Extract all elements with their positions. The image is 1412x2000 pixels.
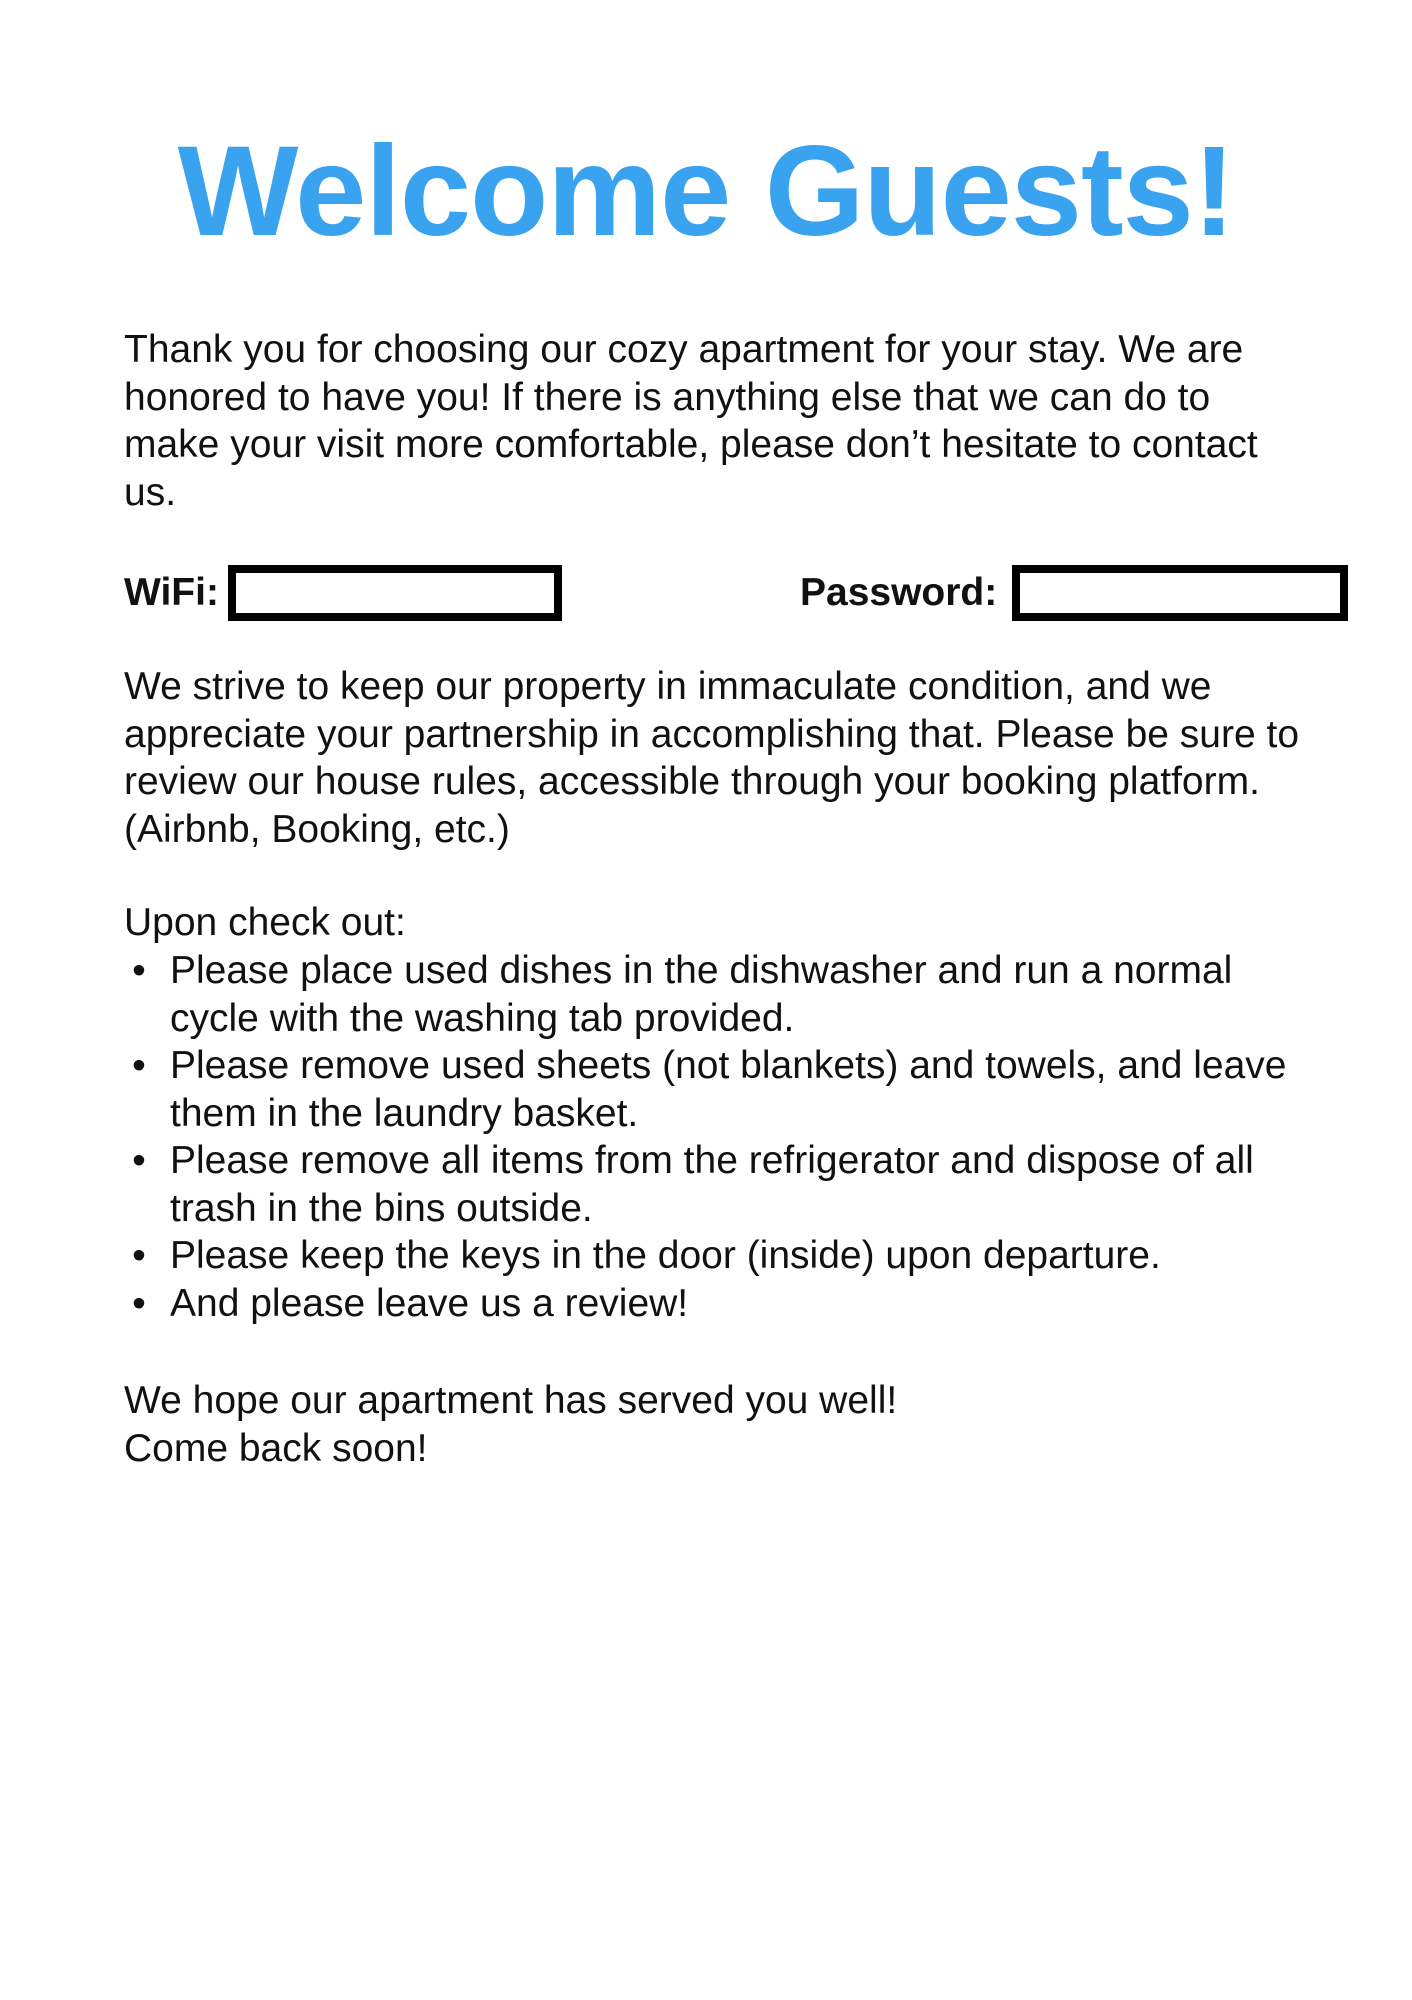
checkout-item-text: And please leave us a review! — [170, 1281, 689, 1325]
closing-line-2: Come back soon! — [124, 1426, 428, 1470]
wifi-label: WiFi: — [124, 571, 219, 614]
list-item — [124, 1232, 1324, 1280]
closing-message — [124, 1377, 1304, 1472]
list-item — [124, 1137, 1324, 1232]
password-redacted-box — [1012, 565, 1348, 621]
house-rules-paragraph: We strive to keep our property in immaculate condition, and we appreciate your partnership in accomplishing that. Please be sure to review our house rules, accessible through your booking platform. (Airbnb, Booking, etc.) — [124, 665, 1300, 851]
page-title: Welcome Guests! — [177, 120, 1235, 263]
password-label: Password: — [800, 571, 998, 614]
closing-line-1: We hope our apartment has served you well! — [124, 1379, 898, 1422]
checkout-list — [124, 947, 1324, 1327]
list-item — [124, 1280, 1324, 1328]
checkout-item-text: Please keep the keys in the door (inside) upon departure. — [170, 1234, 1161, 1277]
bullet-icon: • — [132, 1281, 146, 1325]
checkout-item-text: Please remove used sheets (not blankets) and towels, and leave them in the laundry basket. — [170, 1044, 1287, 1135]
checkout-heading: Upon check out: — [124, 901, 406, 944]
checkout-item-text: Please remove all items from the refrigerator and dispose of all trash in the bins outside. — [170, 1139, 1254, 1230]
bullet-icon: • — [132, 1044, 146, 1087]
list-item — [124, 1042, 1324, 1137]
checkout-item-text: Please place used dishes in the dishwasher and run a normal cycle with the washing tab provided. — [170, 949, 1233, 1040]
bullet-icon: • — [132, 949, 146, 992]
bullet-icon: • — [132, 1139, 146, 1182]
bullet-icon: • — [132, 1234, 146, 1277]
wifi-credentials-row — [124, 565, 1354, 625]
intro-paragraph: Thank you for choosing our cozy apartment for your stay. We are honored to have you! If there is anything else that we can do to make your visit more comfortable, please don’t hesitate to contact us. — [124, 328, 1258, 514]
list-item — [124, 947, 1324, 1042]
wifi-name-redacted-box — [228, 565, 562, 621]
